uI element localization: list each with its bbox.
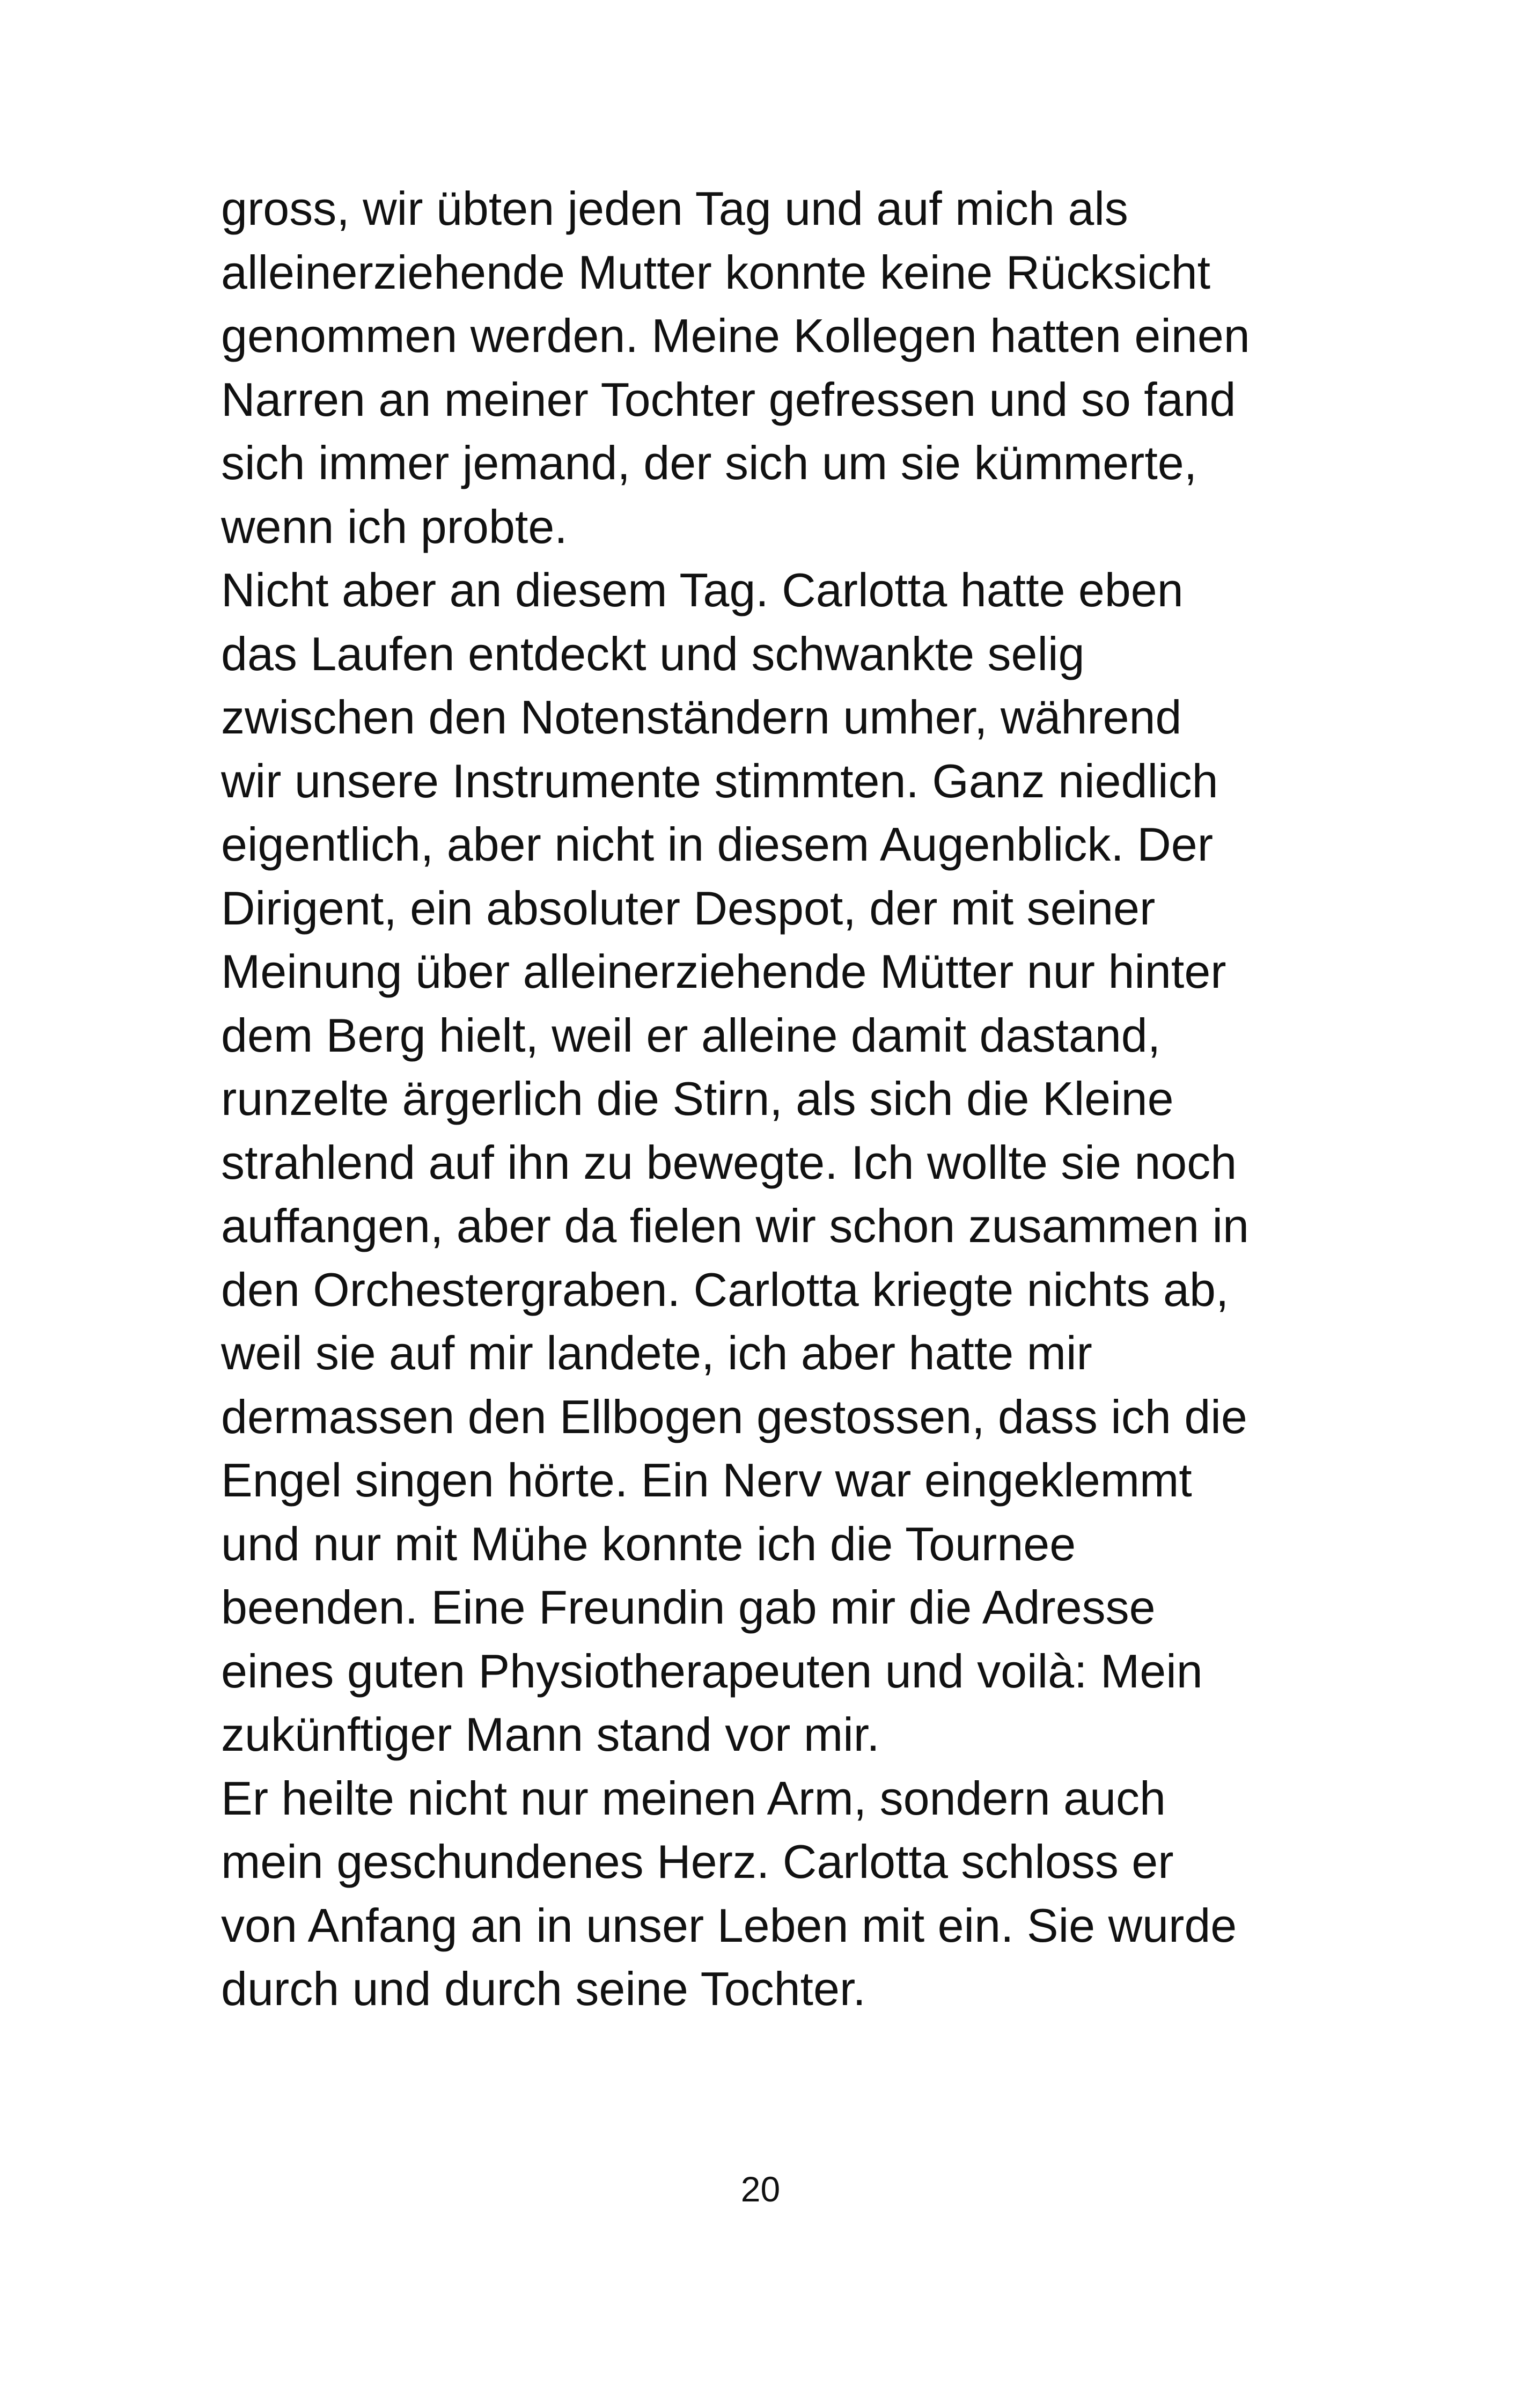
text-line: Dirigent, ein absoluter Despot, der mit seiner [221,881,1156,935]
text-line: Er heilte nicht nur meinen Arm, sondern auch [221,1771,1166,1825]
text-line: mein geschundenes Herz. Carlotta schloss er [221,1835,1174,1888]
text-line: weil sie auf mir landete, ich aber hatte mir [221,1326,1092,1379]
text-line: strahlend auf ihn zu bewegte. Ich wollte sie noch [221,1135,1237,1189]
text-line: von Anfang an in unser Leben mit ein. Sie wurde [221,1898,1237,1952]
text-line: beenden. Eine Freundin gab mir die Adresse [221,1581,1156,1634]
text-line: zwischen den Notenständern umher, während [221,691,1182,744]
text-line: dermassen den Ellbogen gestossen, dass ich die [221,1390,1247,1443]
text-line: durch und durch seine Tochter. [221,1962,866,2015]
text-line: dem Berg hielt, weil er alleine damit dastand, [221,1008,1161,1062]
text-line: alleinerziehende Mutter konnte keine Rücksicht [221,245,1211,299]
text-line: eines guten Physiotherapeuten und voilà: Mein [221,1644,1203,1698]
text-line: wir unsere Instrumente stimmten. Ganz niedlich [221,754,1218,807]
page-number: 20 [740,2169,781,2209]
text-line: Nicht aber an diesem Tag. Carlotta hatte eben [221,563,1184,616]
text-line: Narren an meiner Tochter gefressen und so fand [221,372,1236,426]
text-line: den Orchestergraben. Carlotta kriegte nichts ab, [221,1262,1229,1316]
text-line: Meinung über alleinerziehende Mütter nur hinter [221,945,1226,998]
text-line: Engel singen hörte. Ein Nerv war eingeklemmt [221,1453,1192,1507]
text-line: gross, wir übten jeden Tag und auf mich als [221,182,1128,235]
body-text [221,177,1326,2021]
text-line: und nur mit Mühe konnte ich die Tournee [221,1517,1076,1570]
text-line: das Laufen entdeckt und schwankte selig [221,627,1085,680]
text-line: wenn ich probte. [221,500,568,553]
text-line: auffangen, aber da fielen wir schon zusammen in [221,1199,1249,1252]
text-line: zukünftiger Mann stand vor mir. [221,1708,880,1761]
text-line: genommen werden. Meine Kollegen hatten einen [221,309,1250,362]
text-line: eigentlich, aber nicht in diesem Augenblick. Der [221,818,1214,871]
text-line: sich immer jemand, der sich um sie kümmerte, [221,436,1197,489]
text-line: runzelte ärgerlich die Stirn, als sich die Kleine [221,1072,1174,1125]
